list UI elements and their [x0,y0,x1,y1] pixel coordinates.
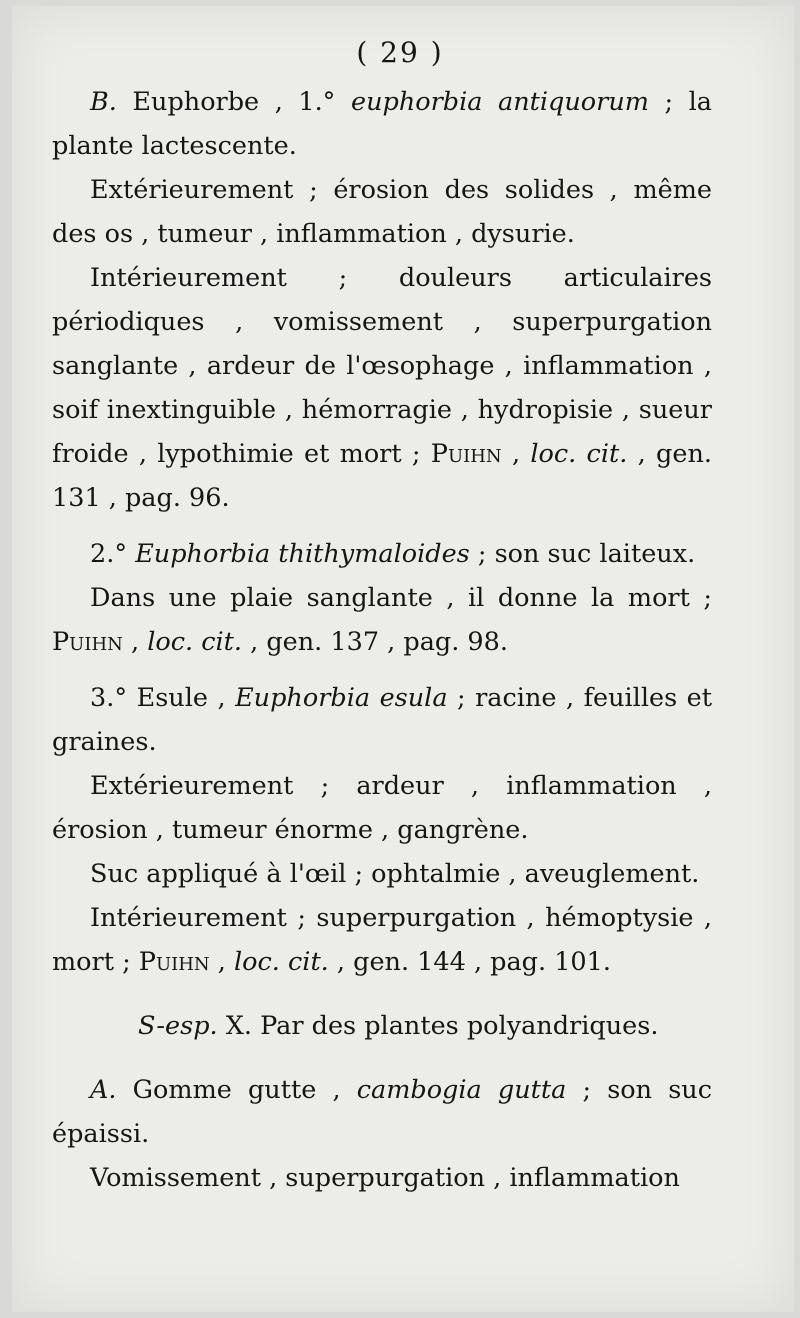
paragraph-exterieurement-2: Extérieurement ; ardeur , inflammation , érosion , tumeur énorme , gangrène. [52,771,712,845]
paragraph-esule: 3.° Esule , Euphorbia esula ; racine , feuilles et graines. [52,683,712,757]
paragraph-suc-oeil: Suc appliqué à l'œil ; ophtalmie , aveuglement. [90,859,700,889]
paragraph-gomme-gutte: A. Gomme gutte , cambogia gutta ; son suc épaissi. [52,1075,712,1149]
paragraph-interieurement-1: Intérieurement ; douleurs articulaires périodiques , vomissement , superpurgation sanglante , ardeur de l'œsophage , inflammation , soif inextinguible , hémorragie , hydropisie , sueur froide , lypothimie et mort ; Puihn , loc. cit. , gen. 131 , pag. 96. [52,263,712,513]
paragraph-exterieurement-1: Extérieurement ; érosion des solides , même des os , tumeur , inflammation , dysurie. [52,175,712,249]
paragraph-vomissement: Vomissement , superpurgation , inflammation [90,1163,680,1193]
paragraph-euphorbe: B. Euphorbe , 1.° euphorbia antiquorum ; la plante lactescente. [52,87,712,161]
paragraph-thithymaloides: 2.° Euphorbia thithymaloides ; son suc laiteux. [90,539,696,569]
page-number: ( 29 ) [356,36,444,69]
paragraph-plaie-sanglante: Dans une plaie sanglante , il donne la mort ; Puihn , loc. cit. , gen. 137 , pag. 98. [52,583,712,657]
section-heading: S-esp. X. Par des plantes polyandriques. [138,1011,659,1041]
page-body [52,80,712,1200]
paragraph-interieurement-2: Intérieurement ; superpurgation , hémoptysie , mort ; Puihn , loc. cit. , gen. 144 , pag. 101. [52,903,712,977]
